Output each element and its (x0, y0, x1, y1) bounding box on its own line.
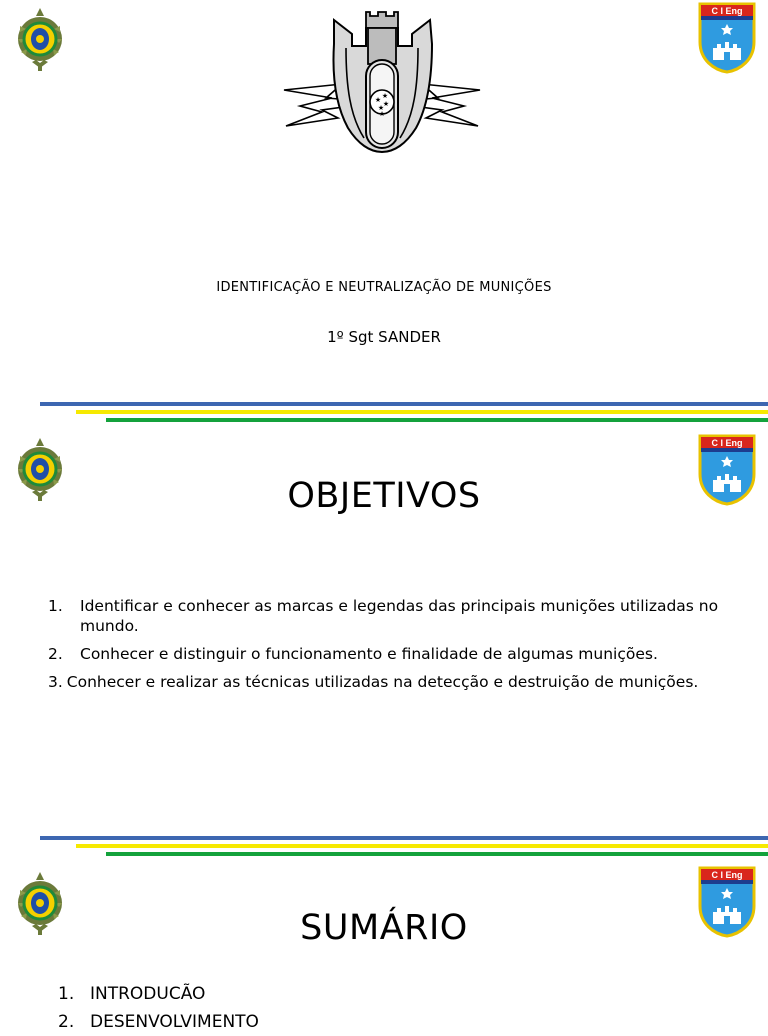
army-emblem-icon (14, 6, 66, 72)
green-stripe (106, 852, 768, 856)
item-number: 1. (58, 984, 75, 1004)
list-item (48, 596, 728, 636)
item-text: INTRODUCÃO (90, 984, 206, 1004)
green-stripe (106, 418, 768, 422)
svg-text:★: ★ (378, 110, 386, 118)
item-number: 2. (58, 1012, 75, 1032)
unit-badge-icon (698, 2, 756, 74)
list-item (48, 644, 728, 664)
item-text: Conhecer e realizar as técnicas utilizadas na detecção e destruição de munições. (66, 673, 699, 691)
item-number: 2. (48, 645, 63, 663)
item-text: Identificar e conhecer as marcas e legendas das principais munições utilizadas no mundo. (80, 597, 719, 635)
presentation-title: IDENTIFICAÇÃO E NEUTRALIZAÇÃO DE MUNIÇÕES (216, 280, 552, 295)
svg-text:★: ★ (374, 96, 382, 104)
item-number: 1. (48, 597, 63, 615)
engineering-crest-icon (282, 6, 482, 158)
list-item (58, 980, 259, 1008)
list-item (48, 672, 728, 692)
svg-text:★: ★ (381, 92, 389, 100)
yellow-stripe (76, 410, 768, 414)
blue-stripe (40, 402, 768, 406)
blue-stripe (40, 836, 768, 840)
svg-text:★: ★ (377, 104, 385, 112)
yellow-stripe (76, 844, 768, 848)
item-text: Conhecer e distinguir o funcionamento e finalidade de algumas munições. (80, 645, 658, 663)
badge-label: C I Eng (711, 438, 743, 448)
slide-divider (0, 836, 768, 866)
slide-heading: SUMÁRIO (300, 908, 468, 948)
item-text: DESENVOLVIMENTO (90, 1012, 259, 1032)
badge-label: C I Eng (711, 870, 743, 880)
slide-cover (0, 0, 768, 404)
slide-divider (0, 402, 768, 432)
svg-text:★: ★ (382, 100, 390, 108)
item-number: 3. (48, 673, 63, 691)
badge-label: C I Eng (711, 6, 743, 16)
slide-heading: OBJETIVOS (287, 476, 481, 516)
slide-objetivos (0, 432, 768, 836)
objectives-list (48, 596, 728, 700)
presenter-name: 1º Sgt SANDER (327, 328, 441, 346)
summary-list (58, 980, 259, 1036)
slide-sumario (0, 864, 768, 1032)
list-item (58, 1008, 259, 1036)
